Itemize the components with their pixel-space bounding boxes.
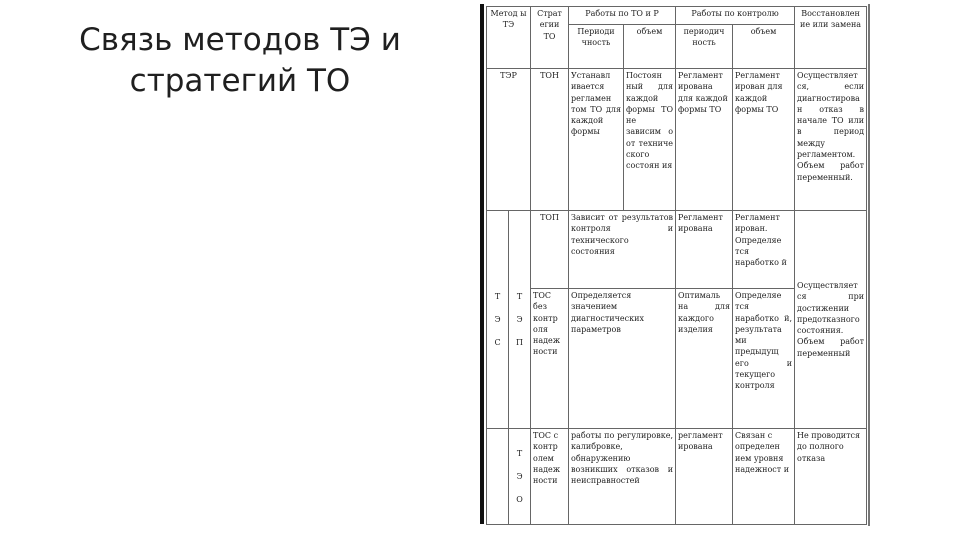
side-label-t3: Т [516,448,523,458]
teo-periodicity-ctrl: регламент ирована [676,429,733,525]
teo-to-r: работы по регулировке, калибровке, обнаружению возникших отказов и неисправностей [569,429,676,525]
strategy-ton: ТОН [531,69,569,211]
side-label-o: О [516,495,523,505]
side-label-e2: Э [516,314,523,324]
scan-left-edge [480,4,484,524]
ter-restoration: Осуществляет ся, если диагностирова н отказ в начале ТО или в период между регламентом. Объем работ переменный. [795,69,867,211]
teo-empty [487,429,509,525]
header-strategies: Страт егии ТО [531,7,569,69]
scan-right-edge [868,4,870,526]
table-row-top [487,211,867,289]
strategy-tos: ТОС без контр оля надеж ности [531,289,569,429]
header-volume-ctrl: объем [733,25,795,69]
method-ter: ТЭР [487,69,531,211]
table-row-teo [487,429,867,525]
top-volume-ctrl: Регламент ирован. Определяе тся наработко й [733,211,795,289]
side-label-e: Э [494,314,501,324]
side-labels-teo [509,429,531,525]
tos-periodicity-ctrl: Оптималь на для каждого изделия [676,289,733,429]
tos-to-r: Определяется значением диагностических параметров [569,289,676,429]
teo-restoration: Не проводится до полного отказа [795,429,867,525]
side-labels-tep [509,211,531,429]
header-control-works: Работы по контролю [676,7,795,25]
ter-volume-ctrl: Регламент ирован для каждой формы ТО [733,69,795,211]
header-periodicity-ctrl: периодич ность [676,25,733,69]
header-periodicity-to: Периоди чность [569,25,624,69]
ter-periodicity-to: Устанавл ивается регламен том ТО для каждой формы [569,69,624,211]
ter-volume-to: Постоян ный для каждой формы ТО не зависим о от техниче ского состоян ия [624,69,676,211]
side-label-t: Т [494,291,501,301]
strategy-tos-with-control: ТОС с контр олем надеж ности [531,429,569,525]
top-periodicity-ctrl: Регламент ирована [676,211,733,289]
top-to-r: Зависит от результатов контроля и технического состояния [569,211,676,289]
top-tos-restoration: Осуществляет ся при достижении предотказного состояния. Объем работ переменный [795,211,867,429]
strategy-top: ТОП [531,211,569,289]
teo-volume-ctrl: Связан с определен ием уровня надежност и [733,429,795,525]
header-restoration: Восстановлен ие или замена [795,7,867,69]
tos-volume-ctrl: Определяе тся наработко й, результата ми предыдущ его и текущего контроля [733,289,795,429]
side-labels-tes [487,211,509,429]
methods-strategies-table [486,6,867,525]
slide-title: Связь методов ТЭ и стратегий ТО [79,22,401,99]
side-label-p: П [516,338,523,348]
header-methods: Метод ы ТЭ [487,7,531,69]
side-label-e3: Э [516,471,523,481]
ter-periodicity-ctrl: Регламент ирована для каждой формы ТО [676,69,733,211]
header-to-r-works: Работы по ТО и Р [569,7,676,25]
header-row-1 [487,7,867,25]
table-row-ter [487,69,867,211]
side-label-s: С [494,338,501,348]
side-label-t2: Т [516,291,523,301]
header-volume-to: объем [624,25,676,69]
scanned-table-image [482,2,874,524]
